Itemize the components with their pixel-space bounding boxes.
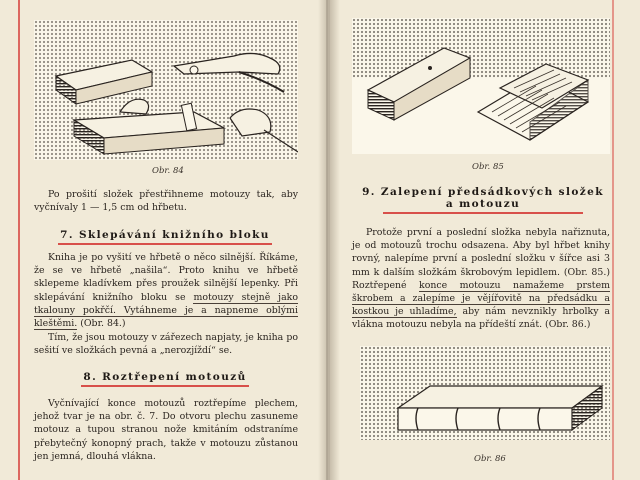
paragraph-8 [34, 397, 298, 463]
book-gutter-shadow [318, 0, 340, 480]
figure-86-illustration [360, 346, 610, 440]
paragraph-intro [34, 188, 298, 214]
heading-section-9 [356, 186, 610, 214]
figure-84-illustration [34, 20, 298, 160]
heading-section-7 [40, 229, 290, 245]
paragraph-7b [34, 331, 298, 357]
figure-85-illustration [352, 18, 610, 154]
paragraph-7a-text: Kniha je po vyšití ve hřbetě o něco silnější. Říkáme, že se ve hřbetě „našila“. Proto knihu ve hřbetě sklepeme kladívkem přes proužek silnější lepenky. Při sklepávání knižního bloku se [34, 252, 298, 303]
figure-86-caption: Obr. 86 [474, 454, 506, 464]
heading-section-7-text: 7. Sklepávání knižního bloku [60, 229, 270, 241]
paragraph-9a-text: Protože první a poslední složka nebyla nařiznuta, je od motouzů trochu odsazena. Aby byl hřbet knihy rovný, nalepíme první a poslední složku v šířce asi 3 mm k dalším složkám škrobovým lepidlem. (Obr. 85.) Roztřepené [352, 227, 610, 291]
paragraph-8-text: Vyčnívající konce motouzů roztřepíme plechem, jehož tvar je na obr. č. 7. Do otvoru plechu zasuneme motouz a tupou stranou nože kmitáním odstraníme přebytečný konopný prach, takže v motouzu zůstanou jen jemná, dlouhá vlákna. [34, 398, 298, 462]
paragraph-7a-tail: (Obr. 84.) [80, 318, 126, 330]
heading-section-9-line1: 9. Zalepení předsádkových složek [362, 186, 604, 198]
figure-84-caption: Obr. 84 [152, 166, 184, 176]
paragraph-9a-underlined: konce motouzu namažeme prstem škrobem a zalepíme je vějířovitě na předsádku a kostkou je uhladíme, [352, 279, 611, 318]
heading-red-underline [81, 385, 249, 387]
figure-85-caption: Obr. 85 [472, 162, 504, 172]
red-margin-line [18, 0, 20, 480]
red-margin-line [612, 0, 614, 480]
heading-red-underline [383, 212, 583, 214]
paragraph-9a [352, 226, 610, 332]
paragraph-7a-underlined: motouzy stejně jako tkalouny pokřčí. Vytáhneme je a napneme oblými kleštěmi. [34, 291, 299, 330]
paragraph-7b-text: Tím, že jsou motouzy v zářezech napjaty, je kniha po sešití ve složkách pevná a „nerozjíždí“ se. [34, 332, 298, 357]
paragraph-9a-tail: aby nám nevznikly hrbolky a vlákna motouzu nebyla na přídeští znát. (Obr. 86.) [352, 306, 611, 331]
paragraph-intro-text: Po prošití složek přestřihneme motouzy tak, aby vyčnívaly 1 — 1,5 cm od hřbetu. [34, 189, 298, 214]
heading-section-8 [40, 371, 290, 387]
heading-section-8-text: 8. Roztřepení motouzů [83, 371, 247, 383]
heading-section-9-line2: a motouzu [445, 198, 521, 210]
heading-red-underline [58, 243, 272, 245]
paragraph-7a [34, 251, 298, 330]
